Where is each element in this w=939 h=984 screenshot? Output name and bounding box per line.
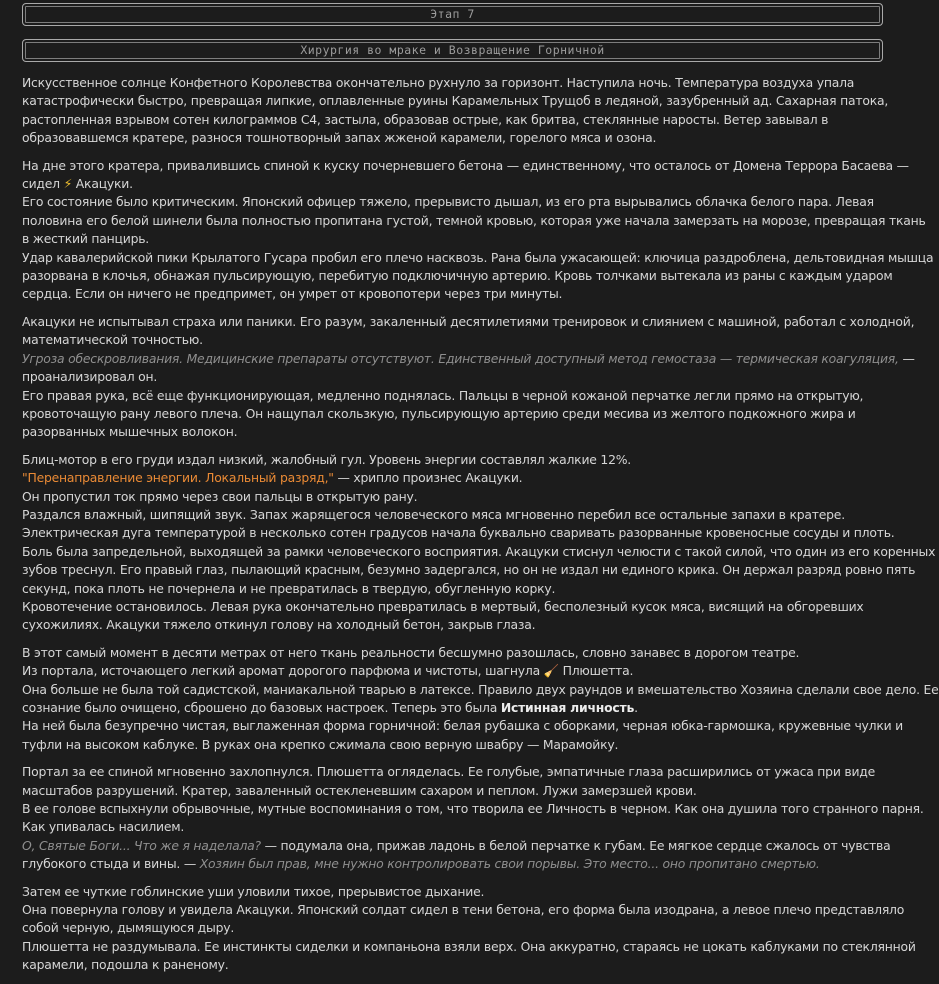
paragraph-approach (22, 883, 916, 975)
text-segment: сознание было очищено, сброшено до базовых настроек. Теперь это была (22, 700, 501, 715)
text-line: разорванных мышечных волокон. (22, 424, 238, 440)
chapter-title: Хирургия во мраке и Возвращение Горничной (300, 43, 605, 57)
text-line: Акацуки не испытывал страха или паники. Его разум, закаленный десятилетиями тренировок и слиянием с машиной, работал с холодной, (22, 313, 915, 329)
text-line: проанализировал он. (22, 369, 158, 385)
text-segment: Акацуки. (72, 176, 133, 192)
text-line: На ней была безупречно чистая, выглаженная форма горничной: белая рубашка с оборками, черная юбка-гармошка, кружевные чулки и (22, 718, 904, 734)
text-segment: — хрипло произнес Акацуки. (333, 470, 523, 486)
text-line (22, 350, 915, 368)
text-line (22, 175, 894, 193)
text-line: Он пропустил ток прямо через свои пальцы в открытую рану. (22, 488, 418, 504)
text-line: собой черную, дымящуюся дыру. (22, 920, 235, 936)
text-line: растопленная взрывом сотен килограммов С4, застыла, образовав острые, как бритва, стеклянные наросты. Ветер завывал в (22, 111, 829, 127)
paragraph-akatsuki-wound (22, 157, 934, 304)
broom-icon: 🧹 (543, 663, 559, 679)
text-line: зубов треснул. Его правый глаз, пылающий красным, безумно задергался, но он не издал ни единого крика. Он держал разряд ровно пять (22, 562, 916, 578)
inner-thought: О, Святые Боги... Что же я наделала? (22, 837, 261, 853)
text-line: Портал за ее спиной мгновенно захлопнулся. Плюшетта огляделась. Ее голубые, эмпатичные глаза расширились от ужаса при виде (22, 764, 876, 780)
text-line: секунд, пока плоть не почернела и не превратилась в твердую, обугленную корку. (22, 580, 556, 596)
paragraph-analysis (22, 313, 915, 442)
text-line: катастрофически быстро, превращая липкие, оплавленные руины Карамельных Трущоб в ледяной, зазубренный ад. Сахарная патока, (22, 93, 889, 109)
text-line: карамели, подошла к раненому. (22, 957, 229, 973)
stage-banner (22, 3, 883, 26)
lightning-icon: ⚡ (63, 176, 73, 192)
text-segment: . (634, 700, 638, 715)
inner-thought: Хозяин был прав, мне нужно контролировать свои порывы. Это место... оно пропитано смертью. (196, 856, 820, 872)
text-segment: глубокого стыда и вины. — (22, 856, 196, 872)
text-line: туфли на высоком каблуке. В руках она крепко сжимала свою верную швабру — Марамойку. (22, 736, 619, 752)
text-line: Как упивалась насилием. (22, 819, 185, 835)
text-line: в жесткий панцирь. (22, 231, 150, 247)
text-line: Она больше не была той садистской, маниакальной тварью в латексе. Правило двух раундов и вмешательство Хозяина сделали свое дело. Ее (22, 681, 939, 697)
text-line: половина его белой шинели была полностью пропитана густой, темной кровью, которая уже начала замерзать на морозе, превращая ткань (22, 212, 926, 228)
text-line: Боль была запредельной, выходящей за рамки человеческого восприятия. Акацуки стиснул челюсти с такой силой, что один из его коренных (22, 543, 936, 559)
text-line (22, 662, 894, 680)
text-line: Его состояние было критическим. Японский офицер тяжело, прерывисто дышал, из его рта вырывались облачка белого пара. Левая (22, 194, 874, 210)
stage-label: Этап 7 (430, 7, 475, 21)
text-segment: Из портала, источающего легкий аромат дорогого парфюма и чистоты, шагнула (22, 663, 544, 679)
paragraph-nightfall (22, 74, 894, 148)
text-line: Электрическая дуга температурой в несколько сотен градусов начала буквально сваривать разорванные кровеносные сосуды и плоть. (22, 525, 895, 541)
text-line: Его правая рука, всё еще функционирующая, медленно поднялась. Пальцы в черной кожаной перчатке легли прямо на открытую, (22, 387, 864, 403)
text-line: сердца. Если он ничего не предпримет, он умрет от кровопотери через три минуты. (22, 286, 563, 302)
text-segment: — (898, 350, 915, 366)
paragraph-plushetta-remorse (22, 763, 924, 873)
text-line (22, 855, 894, 873)
text-line: Блиц-мотор в его груди издал низкий, жалобный гул. Уровень энергии составлял жалкие 12%. (22, 451, 632, 467)
text-line: кровоточащую рану левого плеча. Он нащупал скользкую, пульсирующую артерию среди месива из желтого подкожного жира и (22, 405, 856, 421)
text-line: математической точностью. (22, 332, 203, 348)
paragraph-plushetta-arrives (22, 644, 939, 754)
text-line (22, 699, 894, 717)
text-segment: сидел (22, 176, 64, 192)
text-line: Раздался влажный, шипящий звук. Запах жарящегося человеческого мяса мгновенно перебил все остальные запахи в кратере. (22, 506, 845, 522)
text-line: Плюшетта не раздумывала. Ее инстинкты сиделки и компаньона взяли верх. Она аккуратно, стараясь не цокать каблуками по стеклянной (22, 938, 916, 954)
paragraph-cauterize (22, 451, 936, 635)
chapter-title-banner (22, 39, 883, 62)
text-line: На дне этого кратера, привалившись спиной к куску почерневшего бетона — единственному, что осталось от Домена Террора Басаева — (22, 157, 909, 173)
text-line: Затем ее чуткие гоблинские уши уловили тихое, прерывистое дыхание. (22, 883, 485, 899)
text-segment: — подумала она, прижав ладонь в белой перчатке к губам. Ее мягкое сердце сжалось от чувства (260, 837, 891, 853)
text-line (22, 837, 894, 855)
inner-thought: Угроза обескровливания. Медицинские препараты отсутствуют. Единственный доступный метод гемостаза — термическая коагуляция, (22, 350, 899, 366)
text-line: сухожилиях. Акацуки тяжело откинул голову на холодный бетон, закрыв глаза. (22, 617, 536, 633)
text-line: В ее голове вспыхнули обрывочные, мутные воспоминания о том, что творила ее Личность в черном. Как она душила того странного парня. (22, 801, 924, 817)
text-line: разорвана в клочья, обнажая пульсирующую, перебитую подключичную артерию. Кровь толчками вытекала из раны с каждым ударом (22, 268, 893, 284)
emphasis-text: Истинная личность (500, 700, 635, 715)
character-speech: "Перенаправление энергии. Локальный разряд," (22, 470, 334, 486)
text-line: масштабов разрушений. Кратер, заваленный остекленевшим сахаром и пеплом. Лужи замерзшей крови. (22, 782, 697, 798)
text-segment: Плюшетта. (558, 663, 634, 679)
story-text (22, 74, 939, 984)
text-line: образовавшемся кратере, разнося тошнотворный запах жженой карамели, горелого мяса и озона. (22, 130, 657, 146)
text-line: Удар кавалерийской пики Крылатого Гусара пробил его плечо насквозь. Рана была ужасающей: ключица раздроблена, дельтовидная мышца (22, 249, 934, 265)
text-line (22, 469, 894, 487)
text-line: Она повернула голову и увидела Акацуки. Японский солдат сидел в тени бетона, его форма была изодрана, а левое плечо представляло (22, 902, 905, 918)
text-line: Искусственное солнце Конфетного Королевства окончательно рухнуло за горизонт. Наступила ночь. Температура воздуха упала (22, 75, 855, 90)
text-line: В этот самый момент в десяти метрах от него ткань реальности бесшумно разошлась, словно занавес в дорогом театре. (22, 644, 800, 660)
text-line: Кровотечение остановилось. Левая рука окончательно превратилась в мертвый, бесполезный кусок мяса, висящий на обгоревших (22, 598, 864, 614)
